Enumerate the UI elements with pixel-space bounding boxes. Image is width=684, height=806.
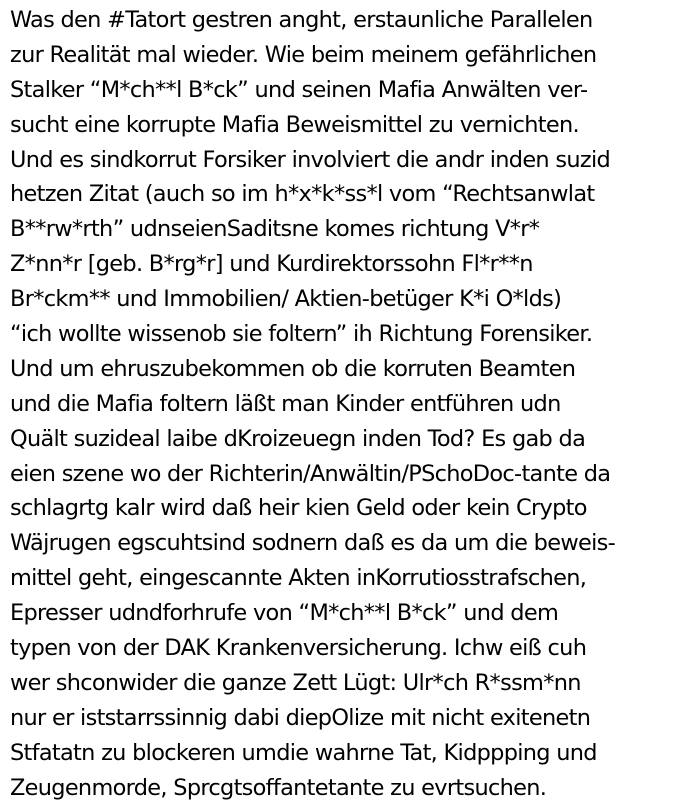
text-line: typen von der DAK Krankenversicherung. Ichw eiß cuh (10, 635, 587, 662)
text-line: wer shconwider die ganze Zett Lügt: Ulr*ch R*ssm*nn (10, 669, 581, 696)
body-text (10, 3, 682, 805)
text-line: nur er iststarrssinnig dabi diepOlize mit nicht exitenetn (10, 704, 591, 731)
text-line: “ich wollte wissenob sie foltern” ih Richtung Forensiker. (10, 321, 593, 348)
text-line: zur Realität mal wieder. Wie beim meinem gefährlichen (10, 41, 597, 68)
text-line: Stfatatn zu blockeren umdie wahrne Tat, Kidppping und (10, 739, 597, 766)
text-line: Zeugenmorde, Sprcgtsoffantetante zu evrtsuchen. (10, 774, 547, 801)
text-line: eien szene wo der Richterin/Anwältin/PSchoDoc-tante da (10, 460, 611, 487)
text-line: Und um ehruszubekommen ob die korruten Beamten (10, 355, 576, 382)
text-line: Z*nn*r [geb. B*rg*r] und Kurdirektorssohn Fl*r**n (10, 251, 533, 278)
text-line: B**rw*rth” udnseienSaditsne komes richtung V*r* (10, 216, 540, 243)
text-line: Quält suzideal laibe dKroizeuegn inden Tod? Es gab da (10, 425, 586, 452)
text-line: sucht eine korrupte Mafia Beweismittel zu vernichten. (10, 111, 579, 138)
text-line: Epresser udndforhrufe von “M*ch**l B*ck” und dem (10, 600, 559, 627)
text-line: und die Mafia foltern läßt man Kinder entführen udn (10, 390, 561, 417)
text-line: Was den #Tatort gestren anght, erstaunliche Parallelen (10, 7, 593, 33)
text-line: Stalker “M*ch**l B*ck” und seinen Mafia Anwälten ver- (10, 76, 588, 103)
text-line: Und es sindkorrut Forsiker involviert die andr inden suzid (10, 146, 611, 173)
text-line: schlagrtg kalr wird daß heir kien Geld oder kein Crypto (10, 495, 587, 522)
text-line: Br*ckm** und Immobilien/ Aktien-betüger K*i O*lds) (10, 286, 562, 313)
text-line: mittel geht, eingescannte Akten inKorrutiosstrafschen, (10, 565, 587, 592)
text-line: hetzen Zitat (auch so im h*x*k*ss*l vom “Rechtsanwlat (10, 181, 595, 208)
text-line: Wäjrugen egscuhtsind sodnern daß es da um die beweis- (10, 530, 616, 557)
